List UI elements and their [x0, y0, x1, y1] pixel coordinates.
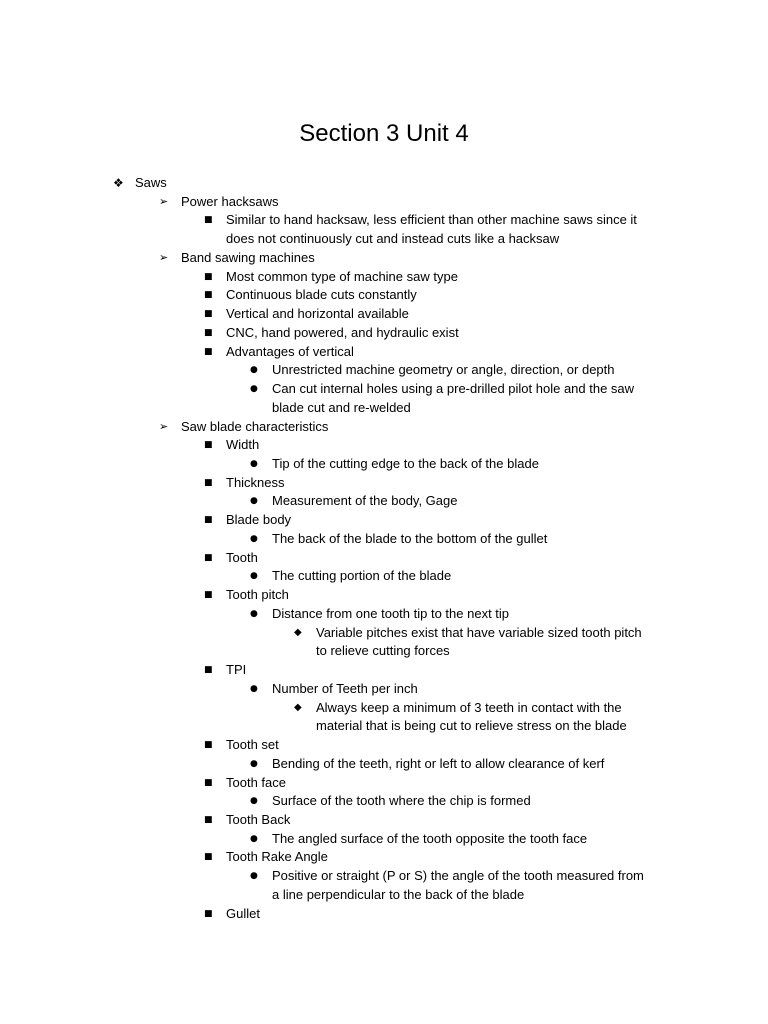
arrowhead-bullet-icon: ➢: [159, 250, 169, 264]
square-bullet-icon: ■: [204, 590, 213, 601]
square-bullet-icon: ■: [204, 665, 213, 676]
square-bullet-icon: ■: [204, 271, 213, 282]
list-item: [0, 661, 768, 680]
list-item-line: TPI: [226, 662, 247, 678]
list-item-line: Saw blade characteristics: [181, 418, 329, 434]
list-item-line: Most common type of machine saw type: [226, 268, 458, 284]
list-item: [0, 211, 768, 248]
dot-bullet-icon: ●: [250, 608, 258, 619]
list-item-line: Vertical and horizontal available: [226, 306, 409, 322]
list-item-line: Positive or straight (P or S) the angle of the tooth measured from: [272, 868, 644, 884]
list-item-text: [226, 549, 258, 568]
list-item-line: CNC, hand powered, and hydraulic exist: [226, 324, 459, 340]
list-item: [0, 811, 768, 830]
list-item-text: [272, 530, 547, 549]
list-item-line: The angled surface of the tooth opposite the tooth face: [272, 830, 588, 846]
dot-bullet-icon: ●: [250, 758, 258, 769]
list-item: [0, 324, 768, 343]
list-item: [0, 474, 768, 493]
list-item: [0, 905, 768, 924]
list-item-line: Unrestricted machine geometry or angle, direction, or depth: [272, 362, 615, 378]
list-item-line: Blade body: [226, 512, 292, 528]
list-item: [0, 305, 768, 324]
list-item-line: Tooth face: [226, 774, 286, 790]
list-item: [0, 174, 768, 193]
list-item-text: [226, 436, 259, 455]
square-bullet-icon: ■: [204, 740, 213, 751]
square-bullet-icon: ■: [204, 215, 213, 226]
square-bullet-icon: ■: [204, 290, 213, 301]
list-item-text: [272, 680, 418, 699]
list-item: [0, 567, 768, 586]
list-item-line: Gullet: [226, 905, 260, 921]
list-item: [0, 380, 768, 417]
square-bullet-icon: ■: [204, 477, 213, 488]
list-item-line: Thickness: [226, 474, 285, 490]
diamond-bullet-icon: ◆: [294, 626, 302, 638]
list-item-text: [226, 586, 289, 605]
list-item-text: [272, 830, 587, 849]
list-item-text: [272, 867, 644, 904]
list-item-text: [135, 174, 167, 193]
list-item-line: Similar to hand hacksaw, less efficient than other machine saws since it: [226, 212, 637, 228]
square-bullet-icon: ■: [204, 552, 213, 563]
list-item-text: [272, 361, 615, 380]
list-item-text: [181, 418, 328, 437]
list-item-line: Tooth Back: [226, 811, 291, 827]
list-item: [0, 699, 768, 736]
list-item-line: Tooth set: [226, 737, 279, 753]
list-item-line: Advantages of vertical: [226, 343, 354, 359]
list-item-line: a line perpendicular to the back of the blade: [272, 886, 525, 902]
list-item-text: [226, 811, 290, 830]
list-item: [0, 680, 768, 699]
list-item: [0, 455, 768, 474]
list-item: [0, 624, 768, 661]
list-item-line: material that is being cut to relieve stress on the blade: [316, 718, 627, 734]
dot-bullet-icon: ●: [250, 833, 258, 844]
diamond-bullet-icon: ◆: [294, 701, 302, 713]
list-item: [0, 361, 768, 380]
square-bullet-icon: ■: [204, 309, 213, 320]
list-item-line: The cutting portion of the blade: [272, 568, 452, 584]
list-item: [0, 418, 768, 437]
list-item-line: Tooth pitch: [226, 587, 289, 603]
list-item-line: does not continuously cut and instead cuts like a hacksaw: [226, 231, 560, 247]
list-item: [0, 436, 768, 455]
list-item-text: [316, 699, 627, 736]
list-item-text: [272, 755, 604, 774]
arrowhead-bullet-icon: ➢: [159, 194, 169, 208]
list-item: [0, 774, 768, 793]
list-item-text: [226, 286, 417, 305]
list-item: [0, 249, 768, 268]
list-item-line: The back of the blade to the bottom of the gullet: [272, 530, 548, 546]
list-item-line: Always keep a minimum of 3 teeth in contact with the: [316, 699, 622, 715]
list-item: [0, 492, 768, 511]
list-item-text: [226, 268, 458, 287]
square-bullet-icon: ■: [204, 515, 213, 526]
list-item-text: [272, 492, 457, 511]
square-bullet-icon: ■: [204, 777, 213, 788]
list-item: [0, 511, 768, 530]
list-item-text: [226, 343, 354, 362]
list-item-line: Measurement of the body, Gage: [272, 493, 458, 509]
list-item-line: Surface of the tooth where the chip is formed: [272, 793, 531, 809]
list-item-line: Tooth: [226, 549, 258, 565]
dot-bullet-icon: ●: [250, 683, 258, 694]
list-item-text: [226, 474, 285, 493]
list-item-line: to relieve cutting forces: [316, 643, 450, 659]
list-item: [0, 848, 768, 867]
square-bullet-icon: ■: [204, 852, 213, 863]
dot-bullet-icon: ●: [250, 384, 258, 395]
list-item-text: [226, 736, 279, 755]
list-item-text: [226, 774, 286, 793]
arrowhead-bullet-icon: ➢: [159, 419, 169, 433]
four-diamond-bullet-icon: ❖: [113, 176, 124, 190]
list-item: [0, 268, 768, 287]
list-item: [0, 867, 768, 904]
dot-bullet-icon: ●: [250, 871, 258, 882]
list-item: [0, 755, 768, 774]
list-item-text: [316, 624, 642, 661]
list-item-text: [226, 324, 459, 343]
list-item-line: Power hacksaws: [181, 193, 279, 209]
list-item-text: [181, 193, 279, 212]
list-item-text: [272, 455, 539, 474]
square-bullet-icon: ■: [204, 908, 213, 919]
list-item-line: Distance from one tooth tip to the next tip: [272, 605, 510, 621]
list-item-text: [181, 249, 315, 268]
list-item: [0, 792, 768, 811]
list-item-line: blade cut and re-welded: [272, 399, 411, 415]
list-item-line: Variable pitches exist that have variable sized tooth pitch: [316, 624, 642, 640]
list-item-line: Tip of the cutting edge to the back of the blade: [272, 456, 539, 472]
list-item-line: Band sawing machines: [181, 249, 315, 265]
list-item-text: [272, 567, 451, 586]
list-item: [0, 830, 768, 849]
dot-bullet-icon: ●: [250, 365, 258, 376]
list-item: [0, 193, 768, 212]
list-item-line: Continuous blade cuts constantly: [226, 287, 417, 303]
list-item: [0, 586, 768, 605]
list-item-text: [272, 792, 531, 811]
list-item: [0, 343, 768, 362]
list-item-text: [226, 305, 409, 324]
list-item-text: [226, 848, 328, 867]
square-bullet-icon: ■: [204, 814, 213, 825]
list-item-text: [272, 380, 634, 417]
dot-bullet-icon: ●: [250, 796, 258, 807]
outline-list: [0, 174, 768, 923]
list-item: [0, 286, 768, 305]
list-item: [0, 736, 768, 755]
dot-bullet-icon: ●: [250, 459, 258, 470]
list-item-text: [226, 511, 291, 530]
dot-bullet-icon: ●: [250, 533, 258, 544]
list-item: [0, 549, 768, 568]
square-bullet-icon: ■: [204, 440, 213, 451]
list-item-line: Saws: [135, 175, 167, 190]
list-item-line: Can cut internal holes using a pre-drilled pilot hole and the saw: [272, 381, 635, 397]
list-item-line: Bending of the teeth, right or left to allow clearance of kerf: [272, 755, 605, 771]
square-bullet-icon: ■: [204, 346, 213, 357]
list-item-text: [226, 661, 246, 680]
list-item-text: [226, 211, 637, 248]
list-item: [0, 530, 768, 549]
list-item: [0, 605, 768, 624]
square-bullet-icon: ■: [204, 327, 213, 338]
page-title: Section 3 Unit 4: [299, 120, 469, 147]
list-item-line: Tooth Rake Angle: [226, 849, 328, 865]
list-item-line: Width: [226, 437, 260, 453]
list-item-text: [272, 605, 509, 624]
list-item-text: [226, 905, 260, 924]
dot-bullet-icon: ●: [250, 571, 258, 582]
list-item-line: Number of Teeth per inch: [272, 680, 418, 696]
dot-bullet-icon: ●: [250, 496, 258, 507]
